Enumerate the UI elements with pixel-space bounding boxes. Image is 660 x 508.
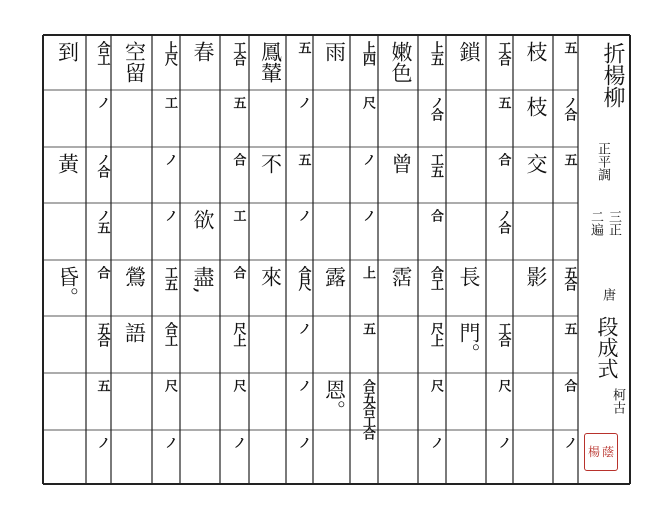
lyric-char: 門。 (457, 322, 481, 364)
lyric-char: 春 (191, 41, 215, 62)
gongche-notation: ノ (428, 436, 443, 448)
author-name: 段成式 (595, 316, 619, 379)
lyric-char: 霑 (389, 266, 413, 287)
gongche-notation: ノ (561, 436, 577, 448)
gongche-notation: 五 (495, 96, 511, 108)
lyric-char: 枝 (524, 96, 548, 117)
lyric-char: 長 (457, 266, 481, 287)
gongche-notation: ノ (295, 436, 311, 448)
gongche-notation: 工合 (495, 41, 511, 65)
gongche-notation: 工五 (162, 266, 177, 290)
gongche-notation: 尺 (360, 96, 375, 108)
gongche-notation: 五 (360, 322, 375, 334)
gongche-notation: ノ (495, 436, 511, 448)
gongche-notation: 上五 (428, 41, 443, 65)
gongche-notation: 合 (428, 209, 443, 221)
variant-bottom: 二遍 (588, 210, 603, 236)
lyric-char: 盡, (191, 266, 215, 294)
gongche-notation: ノ (295, 209, 311, 221)
lyric-char: 不 (258, 153, 283, 174)
lyric-char: 曾 (389, 153, 413, 174)
gongche-notation: 五 (561, 41, 577, 53)
gongche-notation: ノ (295, 322, 311, 334)
gongche-notation: 工 (162, 96, 177, 108)
gongche-notation: ノ合 (495, 209, 511, 233)
gongche-notation: 五 (561, 153, 577, 165)
gongche-notation: 尺 (495, 379, 511, 391)
gongche-notation: 五合 (561, 266, 577, 290)
gongche-notation: 五 (295, 153, 311, 165)
gongche-notation: 上四 (360, 41, 375, 65)
gongche-notation: ノ (360, 209, 375, 221)
gongche-notation: 尺 (428, 379, 443, 391)
lyric-char: 露 (322, 266, 347, 287)
gongche-notation: 上尺 (162, 41, 177, 65)
gongche-notation: ノ五 (94, 209, 110, 233)
gongche-notation: ノ (295, 379, 311, 391)
gongche-notation: 合工 (162, 322, 177, 346)
gongche-notation: ノ (94, 96, 110, 108)
variant-top: 三正 (606, 210, 621, 236)
lyric-char: 昏。 (55, 266, 80, 308)
mode-label: 正平調 (595, 142, 610, 181)
gongche-notation: 上 (360, 266, 375, 278)
dynasty-label: 唐 (600, 288, 615, 301)
gongche-notation: 合尺 (295, 266, 311, 290)
gongche-notation: ノ (94, 436, 110, 448)
gongche-notation: ノ (162, 436, 177, 448)
gongche-notation: 合 (230, 153, 246, 165)
lyric-char: 黃 (55, 153, 80, 174)
gongche-notation: 合 (94, 266, 110, 278)
lyric-char: 交 (524, 153, 548, 174)
lyric-char: 鳳輦 (258, 41, 283, 83)
gongche-notation: ノ (360, 153, 375, 165)
gongche-notation: 尺 (162, 379, 177, 391)
gongche-notation: ノ (162, 153, 177, 165)
song-title: 折楊柳 (600, 42, 625, 108)
lyric-char: 空留 (122, 41, 147, 83)
red-seal: 楊 蔭 (584, 433, 618, 471)
editor-name: 柯古 (610, 388, 625, 414)
gongche-notation: ノ合 (94, 153, 110, 177)
gongche-notation: 合工 (428, 266, 443, 290)
lyric-char: 來 (258, 266, 283, 287)
gongche-notation: 合工 (94, 41, 110, 65)
gongche-notation: 合五合工合 (360, 379, 375, 439)
gongche-notation: 工合 (230, 41, 246, 65)
lyric-char: 到 (55, 41, 80, 62)
lyric-char: 嫩色 (389, 41, 413, 83)
gongche-notation: 五 (295, 41, 311, 53)
gongche-notation: 尺上 (428, 322, 443, 346)
lyric-char: 影 (524, 266, 548, 287)
lyric-char: 欲 (191, 209, 215, 230)
lyric-char: 鎖 (457, 41, 481, 62)
gongche-notation: 五合 (94, 322, 110, 346)
lyric-char: 鶯 (122, 266, 147, 287)
gongche-notation: 工五 (428, 153, 443, 177)
gongche-notation: 合 (561, 379, 577, 391)
gongche-notation: ノ (162, 209, 177, 221)
lyric-char: 語 (122, 322, 147, 343)
gongche-notation: 尺 (230, 379, 246, 391)
gongche-notation: ノ (295, 96, 311, 108)
lyric-char: 雨 (322, 41, 347, 62)
gongche-notation: 工 (230, 209, 246, 221)
gongche-notation: 合 (230, 266, 246, 278)
lyric-char: 枝 (524, 41, 548, 62)
gongche-notation: ノ (230, 436, 246, 448)
gongche-notation: 五 (94, 379, 110, 391)
gongche-notation: 合 (495, 153, 511, 165)
gongche-notation: 五 (230, 96, 246, 108)
gongche-notation: ノ合 (561, 96, 577, 120)
gongche-notation: ノ合 (428, 96, 443, 120)
gongche-notation: 工合 (495, 322, 511, 346)
gongche-notation: 五 (561, 322, 577, 334)
lyric-char: 恩。 (322, 379, 347, 421)
gongche-notation: 尺上 (230, 322, 246, 346)
